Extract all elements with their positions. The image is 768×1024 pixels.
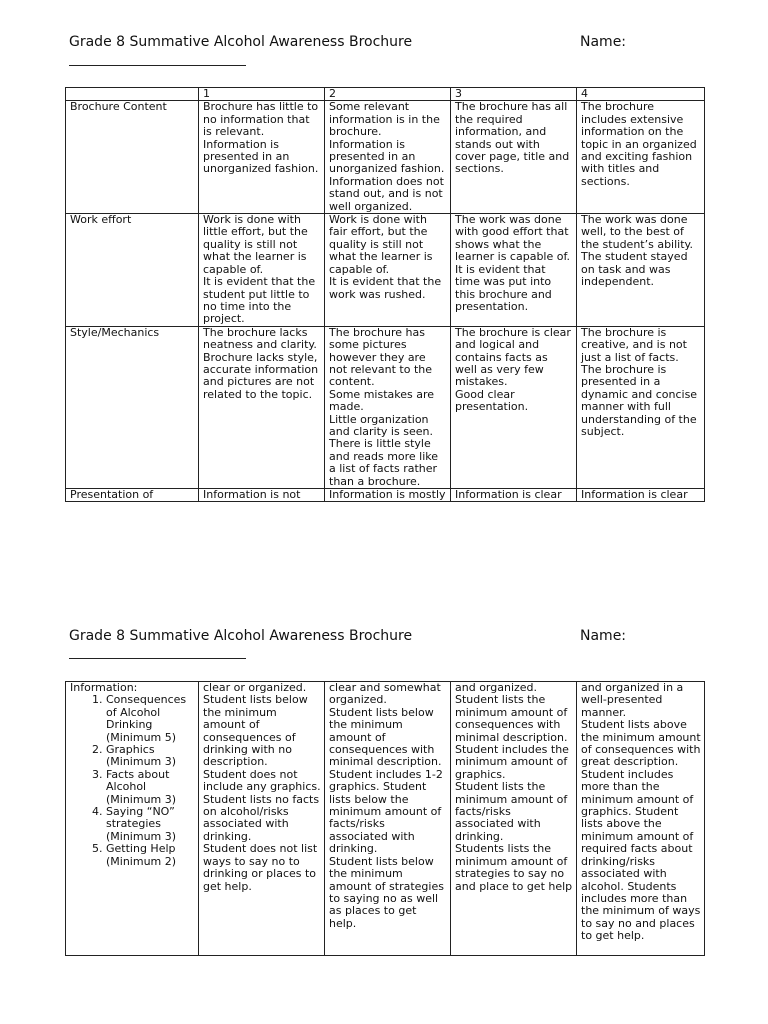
rubric-cell: Information is not [199,489,325,502]
criterion-label: Brochure Content [66,101,199,214]
rubric-cell: Some relevant information is in the brochure. Information is presented in an unorganized fashion. Information does not stand out, and is not well organized. [325,101,451,214]
rubric-cell: The brochure has some pictures however they are not relevant to the content. Some mistakes are made. Little organization and clarity is seen. There is little style and reads more like a list of facts rather than a brochure. [325,326,451,488]
rubric-cell: The work was done with good effort that shows what the learner is capable of. It is evident that time was put into this brochure and presentation. [451,214,577,327]
criterion-cell [66,682,199,956]
rubric-cell: The brochure is clear and logical and contains facts as well as very few mistakes. Good clear presentation. [451,326,577,488]
page1-name-line[interactable] [69,65,246,66]
rubric-cell: Information is mostly [325,489,451,502]
rubric-cell: Information is clear [451,489,577,502]
level-4-header: 4 [577,88,705,101]
rubric-row-presentation-partial [66,489,705,502]
criterion-label: Presentation of [66,489,199,502]
page2-rubric-table [65,681,705,956]
page1-rubric-table [65,87,705,502]
page2-name-line[interactable] [69,658,246,659]
list-item: 2. Graphics (Minimum 3) [106,744,195,769]
rubric-cell: The brochure includes extensive information on the topic in an organized and exciting fashion with titles and sections. [577,101,705,214]
rubric-cell: Brochure has little to no information that is relevant. Information is presented in an unorganized fashion. [199,101,325,214]
page1-title: Grade 8 Summative Alcohol Awareness Brochure [69,34,413,50]
rubric-cell: The work was done well, to the best of the student’s ability. The student stayed on task and was independent. [577,214,705,327]
criteria-header-cell [66,88,199,101]
list-item: 3. Facts about Alcohol (Minimum 3) [106,769,195,806]
level-3-header: 3 [451,88,577,101]
rubric-cell: The brochure lacks neatness and clarity. Brochure lacks style, accurate information and pictures are not related to the topic. [199,326,325,488]
rubric-cell: clear and somewhat organized. Student lists below the minimum amount of consequences with minimal description. Student includes 1-2 graphics. Student lists below the minimum amount of facts/risks associated with drinking. Student lists below the minimum amount of strategies to saying no as well as places to get help. [325,682,451,956]
level-2-header: 2 [325,88,451,101]
list-item: 1. Consequences of Alcohol Drinking (Minimum 5) [106,694,195,744]
page2-name-label: Name: [580,628,627,644]
rubric-cell: Work is done with little effort, but the quality is still not what the learner is capable of. It is evident that the student put little to no time into the project. [199,214,325,327]
rubric-cell: clear or organized. Student lists below the minimum amount of consequences of drinking with no description. Student does not include any graphics. Student lists no facts on alcohol/risks associated with drinking. Student does not list ways to say no to drinking or places to get help. [199,682,325,956]
page1-name-label: Name: [580,34,627,50]
rubric-row-information [66,682,705,956]
criterion-label: Style/Mechanics [66,326,199,488]
page2-title: Grade 8 Summative Alcohol Awareness Brochure [69,628,413,644]
rubric-cell: and organized in a well-presented manner. Student lists above the minimum amount of consequences with great description. Student includes more than the minimum amount of graphics. Student lists above the minimum amount of required facts about drinking/risks associated with alcohol. Students includes more than the minimum of ways to say no and places to get help. [577,682,705,956]
rubric-cell: and organized. Student lists the minimum amount of consequences with minimal description. Student includes the minimum amount of graphics. Student lists the minimum amount of facts/risks associated with drinking. Students lists the minimum amount of strategies to say no and place to get help [451,682,577,956]
criterion-label: Work effort [66,214,199,327]
rubric-row-work-effort [66,214,705,327]
list-item: 5. Getting Help (Minimum 2) [106,843,195,868]
criterion-list [70,694,195,868]
rubric-header-row [66,88,705,101]
rubric-cell: Work is done with fair effort, but the quality is still not what the learner is capable of. It is evident that the work was rushed. [325,214,451,327]
rubric-row-brochure-content [66,101,705,214]
criterion-heading: Information: [70,681,138,694]
level-1-header: 1 [199,88,325,101]
rubric-row-style-mechanics [66,326,705,488]
rubric-cell: Information is clear [577,489,705,502]
rubric-cell: The brochure is creative, and is not just a list of facts. The brochure is presented in a dynamic and concise manner with full understanding of the subject. [577,326,705,488]
rubric-cell: The brochure has all the required information, and stands out with cover page, title and sections. [451,101,577,214]
list-item: 4. Saying “NO” strategies (Minimum 3) [106,806,195,843]
